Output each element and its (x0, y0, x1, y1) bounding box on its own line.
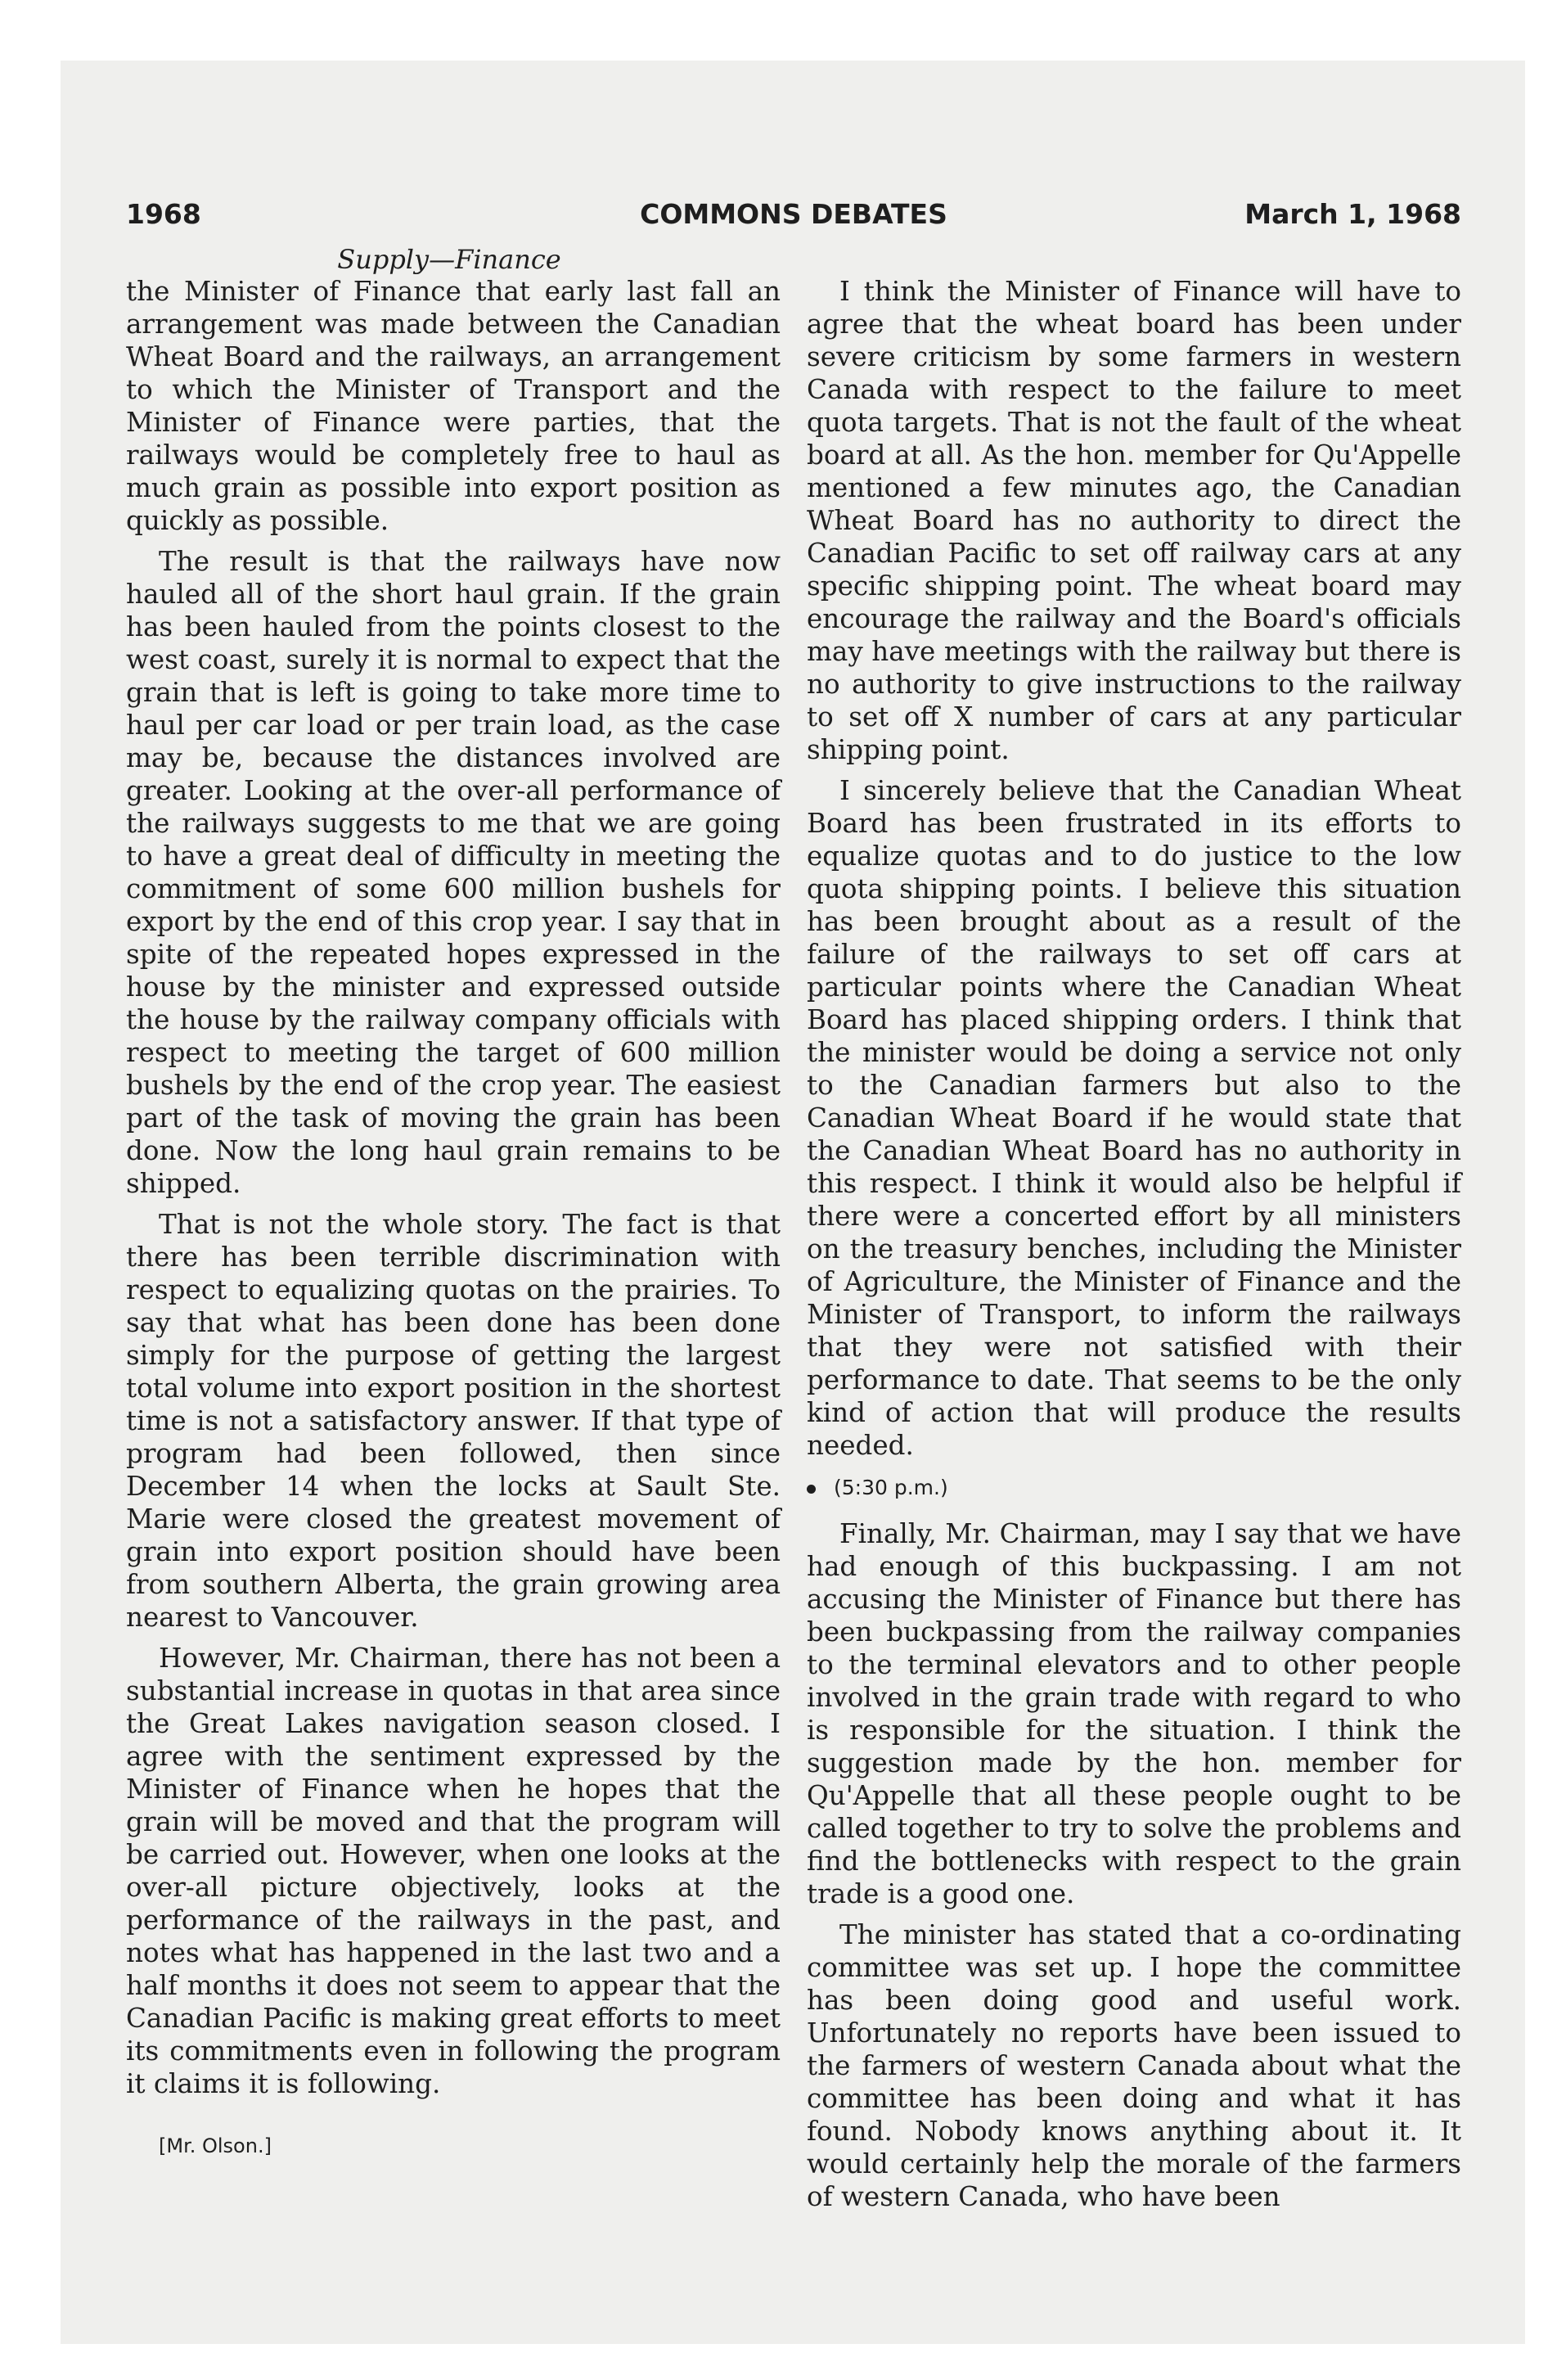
publication-title: COMMONS DEBATES (640, 198, 947, 230)
paragraph: Finally, Mr. Chairman, may I say that we have had enough of this buckpassing. I am not accusing the Minister of Finance but there has been buckpassing from the railway companies to the terminal elevators and to other people involved in the grain trade with regard to who is responsible for the situation. I think the suggestion made by the hon. member for Qu'Appelle that all these people ought to be called together to try to solve the problems and find the bottlenecks with respect to the grain trade is a good one. (807, 1518, 1461, 1909)
timestamp-text: (5:30 p.m.) (834, 1476, 948, 1499)
document-page (61, 61, 1525, 2344)
paragraph: the Minister of Finance that early last fall an arrangement was made between the Canadian Wheat Board and the railways, an arrangement to which the Minister of Transport and the Minister of Finance were parties, that the railways would be completely free to haul as much grain as possible into export position as quickly as possible. (126, 276, 781, 536)
header-date: March 1, 1968 (1244, 198, 1461, 230)
left-column (126, 275, 781, 2108)
paragraph: That is not the whole story. The fact is that there has been terrible discrimination with respect to equalizing quotas on the prairies. To say that what has been done has been done simply for the purpose of getting the largest total volume into export position in the shortest time is not a satisfactory answer. If that type of program had been followed, then since December 14 when the locks at Sault Ste. Marie were closed the greatest movement of grain into export position should have been from southern Alberta, the grain growing area nearest to Vancouver. (126, 1209, 781, 1633)
paragraph: I sincerely believe that the Canadian Wheat Board has been frustrated in its efforts to equalize quotas and to do justice to the low quota shipping points. I believe this situation has been brought about as a result of the failure of the railways to set off cars at particular points where the Canadian Wheat Board has placed shipping orders. I think that the minister would be doing a service not only to the Canadian farmers but also to the Canadian Wheat Board if he would state that the Canadian Wheat Board has no authority in this respect. I think it would also be helpful if there were a concerted effort by all ministers on the treasury benches, including the Minister of Agriculture, the Minister of Finance and the Minister of Transport, to inform the railways that they were not satisfied with their performance to date. That seems to be the only kind of action that will produce the results needed. (807, 775, 1461, 1461)
paragraph: The minister has stated that a co-ordinating committee was set up. I hope the committee has been doing good and useful work. Unfortunately no reports have been issued to the farmers of western Canada about what the committee has been doing and what it has found. Nobody knows anything about it. It would certainly help the morale of the farmers of western Canada, who have been (807, 1919, 1461, 2212)
paragraph: The result is that the railways have now hauled all of the short haul grain. If the grain has been hauled from the points closest to the west coast, surely it is normal to expect that the grain that is left is going to take more time to haul per car load or per train load, as the case may be, because the distances involved are greater. Looking at the over-all performance of the railways suggests to me that we are going to have a great deal of difficulty in meeting the commitment of some 600 million bushels for export by the end of this crop year. I say that in spite of the repeated hopes expressed in the house by the minister and expressed outside the house by the railway company officials with respect to meeting the target of 600 million bushels by the end of the crop year. The easiest part of the task of moving the grain has been done. Now the long haul grain remains to be shipped. (126, 546, 781, 1199)
section-subheading: Supply—Finance (337, 244, 561, 275)
paragraph: I think the Minister of Finance will have to agree that the wheat board has been under severe criticism by some farmers in western Canada with respect to the failure to meet quota targets. That is not the fault of the wheat board at all. As the hon. member for Qu'Appelle mentioned a few minutes ago, the Canadian Wheat Board has no authority to direct the Canadian Pacific to set off railway cars at any specific shipping point. The wheat board may encourage the railway and the Board's officials may have meetings with the railway but there is no authority to give instructions to the railway to set off X number of cars at any particular shipping point. (807, 276, 1461, 765)
speaker-label: [Mr. Olson.] (159, 2134, 272, 2157)
paragraph: However, Mr. Chairman, there has not been a substantial increase in quotas in that area since the Great Lakes navigation season closed. I agree with the sentiment expressed by the Minister of Finance when he hopes that the grain will be moved and that the program will be carried out. However, when one looks at the over-all picture objectively, looks at the performance of the railways in the past, and notes what has happened in the last two and a half months it does not seem to appear that the Canadian Pacific is making great efforts to meet its commitments even in following the program it claims it is following. (126, 1643, 781, 2099)
bullet-icon (807, 1485, 816, 1494)
right-column (807, 275, 1461, 2221)
time-marker (807, 1473, 1461, 1503)
page-number: 1968 (126, 198, 201, 230)
page-header (126, 198, 1461, 234)
